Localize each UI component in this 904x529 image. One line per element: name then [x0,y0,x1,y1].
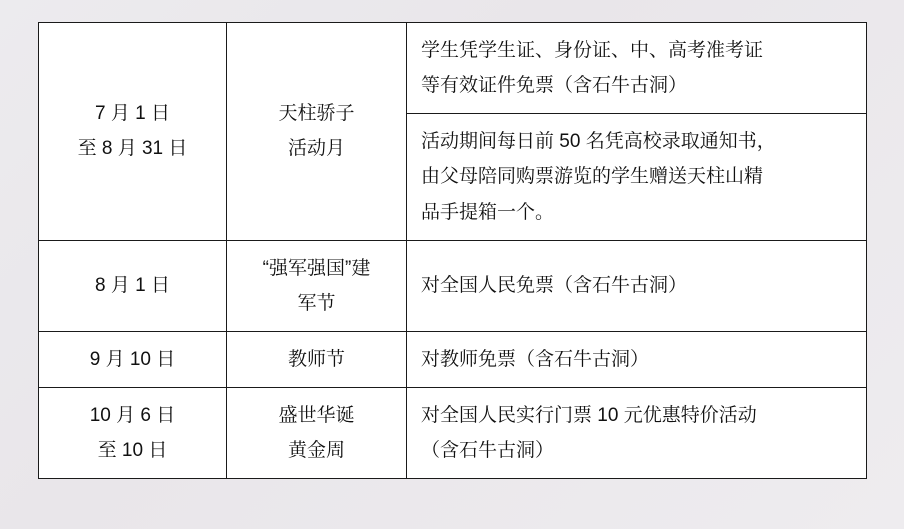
cell-description: 学生凭学生证、身份证、中、高考准考证 等有效证件免票（含石牛古洞） [407,23,867,114]
cell-activity-name: 天柱骄子 活动月 [227,23,407,241]
cell-description: 活动期间每日前 50 名凭高校录取通知书， 由父母陪同购票游览的学生赠送天柱山精 品手提箱一个。 [407,114,867,240]
cell-description: 对教师免票（含石牛古洞） [407,331,867,387]
promotion-schedule-table [38,22,867,479]
cell-activity-name: 教师节 [227,331,407,387]
table-row [39,331,867,387]
schedule-table-wrapper [38,22,866,479]
cell-date: 10 月 6 日 至 10 日 [39,388,227,479]
cell-date: 8 月 1 日 [39,240,227,331]
cell-date: 7 月 1 日 至 8 月 31 日 [39,23,227,241]
cell-date: 9 月 10 日 [39,331,227,387]
cell-description: 对全国人民免票（含石牛古洞） [407,240,867,331]
table-row [39,240,867,331]
cell-description: 对全国人民实行门票 10 元优惠特价活动 （含石牛古洞） [407,388,867,479]
cell-activity-name: “强军强国”建 军节 [227,240,407,331]
table-row [39,388,867,479]
cell-activity-name: 盛世华诞 黄金周 [227,388,407,479]
table-row [39,23,867,114]
